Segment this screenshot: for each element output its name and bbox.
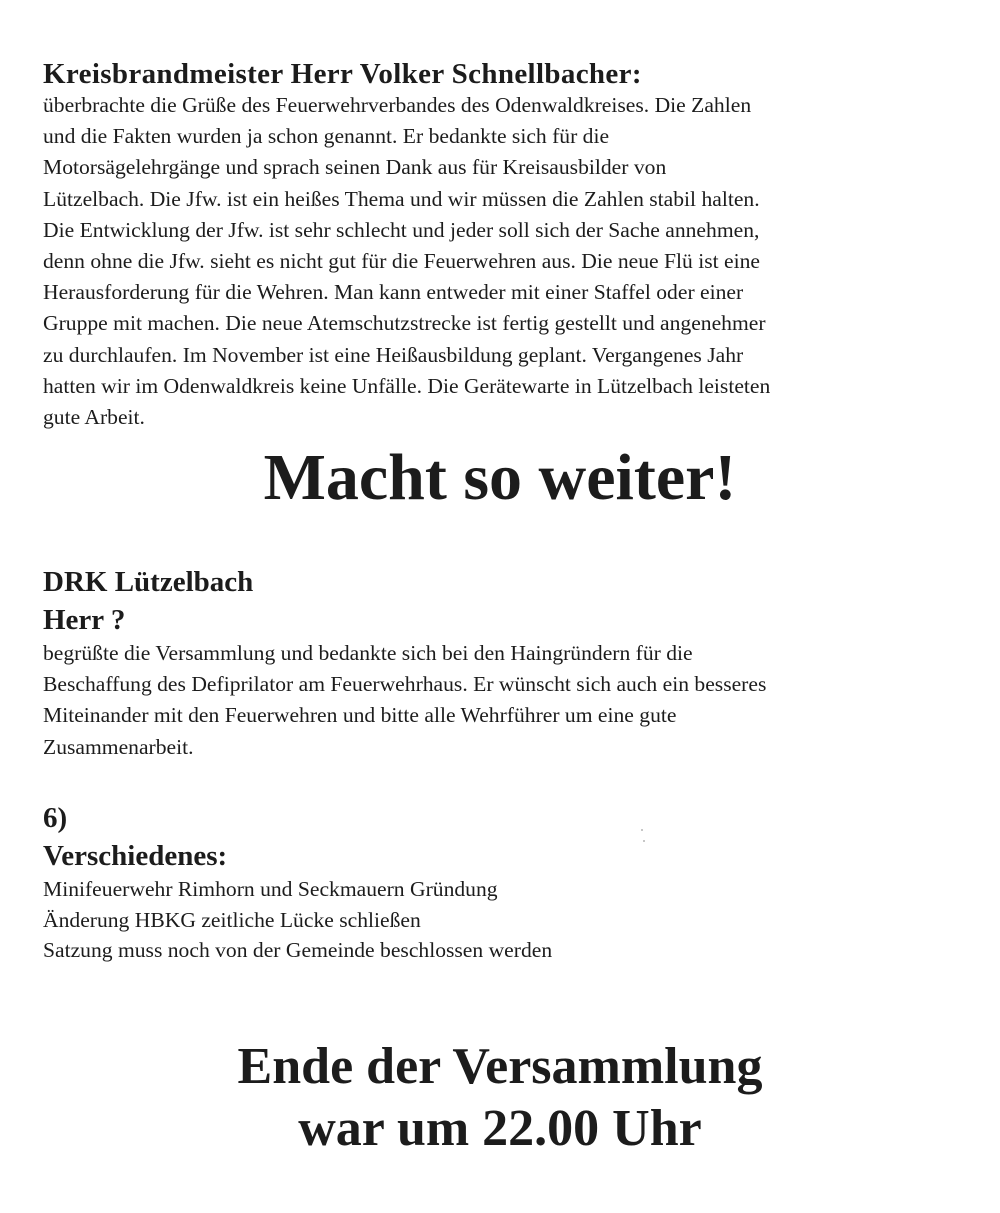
paragraph-line: denn ohne die Jfw. sieht es nicht gut für die Feuerwehren aus. Die neue Flü ist eine <box>43 249 761 274</box>
list-item: Änderung HBKG zeitliche Lücke schließen <box>43 907 421 932</box>
drk-subheading: Herr ? <box>43 604 126 636</box>
drk-paragraph <box>43 638 963 763</box>
closing-line: Ende der Versammlung <box>237 1038 763 1095</box>
list-item: Minifeuerwehr Rimhorn und Seckmauern Gründung <box>43 877 498 901</box>
verschiedenes-section <box>43 802 963 966</box>
paragraph-line: Die Entwicklung der Jfw. ist sehr schlecht und jeder soll sich der Sache annehmen, <box>43 217 760 242</box>
verschiedenes-heading: Verschiedenes: <box>43 840 228 872</box>
scan-speck <box>641 829 643 831</box>
paragraph-line: Herausforderung für die Wehren. Man kann entweder mit einer Staffel oder einer <box>43 280 744 305</box>
drk-heading: DRK Lützelbach <box>43 566 254 598</box>
kreisbrandmeister-paragraph <box>43 90 963 433</box>
paragraph-line: begrüßte die Versammlung und bedankte sich bei den Haingründern für die <box>43 641 693 665</box>
paragraph-line: Zusammenarbeit. <box>43 734 194 759</box>
closing-line: war um 22.00 Uhr <box>298 1100 702 1157</box>
paragraph-line: gute Arbeit. <box>43 405 145 430</box>
paragraph-line: Beschaffung des Defiprilator am Feuerwehrhaus. Er wünscht sich auch ein besseres <box>43 672 767 697</box>
paragraph-line: überbrachte die Grüße des Feuerwehrverbandes des Odenwaldkreises. Die Zahlen <box>43 93 752 117</box>
paragraph-line: und die Fakten wurden ja schon genannt. Er bedankte sich für die <box>43 124 610 149</box>
kreisbrandmeister-section <box>43 58 963 433</box>
paragraph-line: Miteinander mit den Feuerwehren und bitte alle Wehrführer um eine gute <box>43 703 677 728</box>
list-item: Satzung muss noch von der Gemeinde beschlossen werden <box>43 938 553 962</box>
slogan-banner: Macht so weiter! <box>263 441 737 514</box>
scan-speck <box>643 840 645 842</box>
agenda-number: 6) <box>43 802 68 834</box>
drk-section <box>43 566 963 763</box>
paragraph-line: hatten wir im Odenwaldkreis keine Unfälle. Die Gerätewarte in Lützelbach leisteten <box>43 373 771 398</box>
paragraph-line: Lützelbach. Die Jfw. ist ein heißes Thema und wir müssen die Zahlen stabil halten. <box>43 186 760 211</box>
paragraph-line: Motorsägelehrgänge und sprach seinen Dank aus für Kreisausbilder von <box>43 155 667 180</box>
paragraph-line: Gruppe mit machen. Die neue Atemschutzstrecke ist fertig gestellt und angenehmer <box>43 311 766 336</box>
kreisbrandmeister-heading: Kreisbrandmeister Herr Volker Schnellbacher: <box>43 58 642 90</box>
paragraph-line: zu durchlaufen. Im November ist eine Heißausbildung geplant. Vergangenes Jahr <box>43 342 744 367</box>
verschiedenes-list <box>43 874 963 966</box>
closing-banner <box>0 1036 1000 1160</box>
